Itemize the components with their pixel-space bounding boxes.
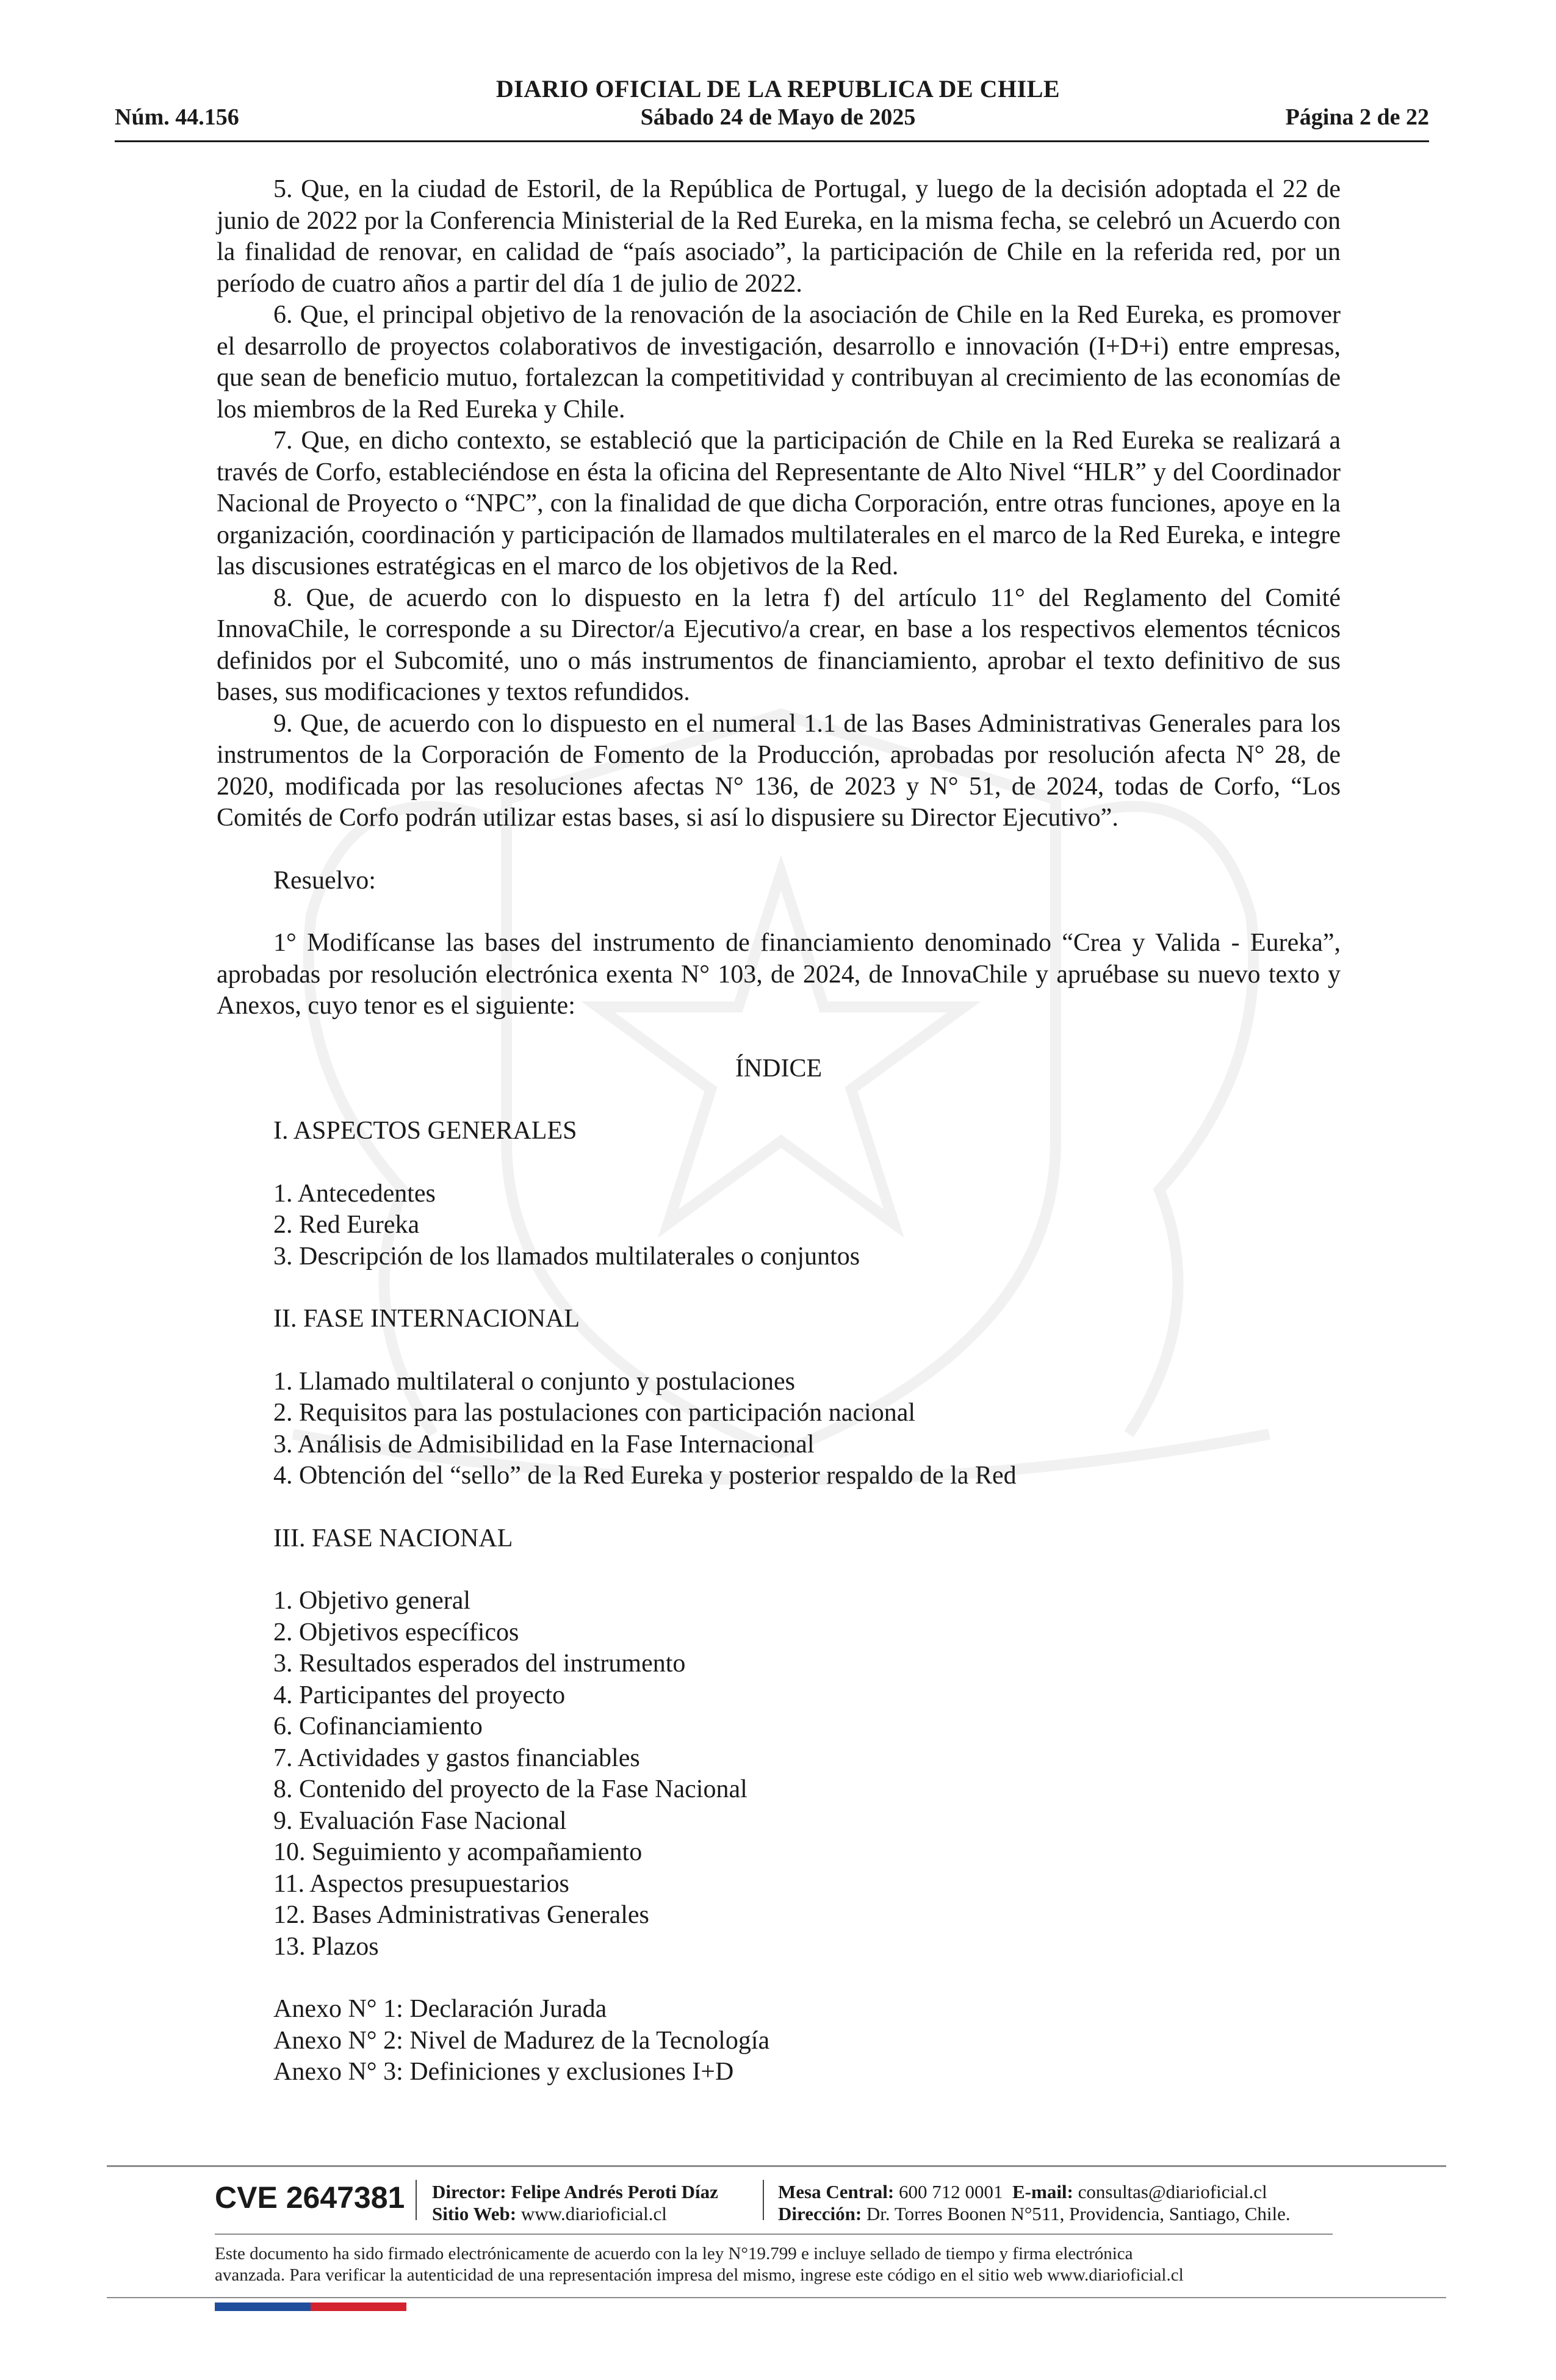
footer-divider-bottom	[107, 2297, 1446, 2298]
legal-line: Este documento ha sido firmado electrónicamente de acuerdo con la ley N°19.799 e incluye sellado de tiempo y firma electrónica	[215, 2244, 1133, 2263]
cve-code: CVE 2647381	[215, 2180, 405, 2215]
annex-item: Anexo N° 3: Definiciones y exclusiones I+D	[273, 2058, 734, 2086]
website-link[interactable]: www.diarioficial.cl	[520, 2203, 667, 2224]
resolution-paragraph: 1° Modifícanse las bases del instrumento de financiamiento denominado “Crea y Valida - Eureka”, aprobadas por resolución electrónica exenta N° 103, de 2024, de InnovaChile y apruébase su nuevo texto y Anexos, cuyo tenor es el siguiente:	[217, 929, 1341, 1020]
website-line	[432, 2203, 718, 2225]
spacer	[217, 896, 1341, 928]
flag-stripe-red	[311, 2302, 406, 2311]
document-body	[217, 174, 1341, 2088]
email-link[interactable]: consultas@diarioficial.cl	[1078, 2181, 1267, 2202]
index-title: ÍNDICE	[735, 1054, 823, 1083]
index-item: 3. Análisis de Admisibilidad en la Fase Internacional	[273, 1430, 815, 1459]
spacer	[217, 1272, 1341, 1304]
footer-separator	[416, 2180, 417, 2220]
electronic-signature-notice	[215, 2243, 1350, 2286]
index-item: 1. Llamado multilateral o conjunto y postulaciones	[273, 1367, 795, 1396]
address-label: Dirección:	[778, 2203, 862, 2224]
flag-stripe-blue	[215, 2302, 311, 2311]
index-section-heading: I. ASPECTOS GENERALES	[273, 1117, 577, 1145]
footer-separator	[763, 2180, 764, 2220]
spacer	[217, 1022, 1341, 1053]
index-item: 10. Seguimiento y acompañamiento	[273, 1838, 643, 1866]
resuelvo-label: Resuelvo:	[273, 866, 376, 895]
email-label: E-mail:	[1012, 2181, 1073, 2202]
header-divider	[115, 140, 1429, 142]
spacer	[217, 1147, 1341, 1178]
annex-item: Anexo N° 1: Declaración Jurada	[273, 1995, 607, 2023]
considerando-paragraph: 5. Que, en la ciudad de Estoril, de la República de Portugal, y luego de la decisión adoptada el 22 de junio de 2022 por la Conferencia Ministerial de la Red Eureka, en la misma fecha, se celebró un Acuerdo con la finalidad de renovar, en calidad de “país asociado”, la participación de Chile en la referida red, por un período de cuatro años a partir del día 1 de julio de 2022.	[217, 175, 1341, 298]
footer-divider-middle	[215, 2234, 1333, 2235]
considerando-paragraph: 6. Que, el principal objetivo de la renovación de la asociación de Chile en la Red Eureka, es promover el desarrollo de proyectos colaborativos de investigación, desarrollo e innovación (I+D+i) entre empresas, que sean de beneficio mutuo, fortalezcan la competitividad y contribuyan al crecimiento de las economías de los miembros de la Red Eureka y Chile.	[217, 301, 1341, 424]
legal-line: avanzada. Para verificar la autenticidad de una representación impresa del mismo, ingrese este código en el sitio web www.diarioficial.cl	[215, 2265, 1184, 2285]
page-number: Página 2 de 22	[1285, 104, 1429, 130]
index-item: 3. Resultados esperados del instrumento	[273, 1650, 686, 1678]
director-label: Director:	[432, 2181, 506, 2202]
address-line	[778, 2203, 1291, 2225]
spacer	[217, 1492, 1341, 1523]
index-item: 12. Bases Administrativas Generales	[273, 1901, 649, 1929]
footer-divider-top	[107, 2165, 1446, 2167]
newspaper-title: DIARIO OFICIAL DE LA REPUBLICA DE CHILE	[495, 75, 1061, 103]
index-item: 13. Plazos	[273, 1932, 379, 1961]
index-item: 2. Requisitos para las postulaciones con participación nacional	[273, 1399, 916, 1427]
index-item: 3. Descripción de los llamados multilaterales o conjuntos	[273, 1242, 860, 1271]
issue-date: Sábado 24 de Mayo de 2025	[640, 104, 916, 130]
contact-line	[778, 2181, 1291, 2203]
index-item: 1. Antecedentes	[273, 1179, 436, 1208]
address-value: Dr. Torres Boonen N°511, Providencia, Santiago, Chile.	[866, 2203, 1291, 2224]
index-item: 2. Objetivos específicos	[273, 1618, 519, 1646]
issue-number: Núm. 44.156	[115, 104, 239, 130]
mesa-value: 600 712 0001	[899, 2181, 1003, 2202]
annex-item: Anexo N° 2: Nivel de Madurez de la Tecnología	[273, 2026, 770, 2055]
spacer	[217, 1963, 1341, 1994]
index-item: 6. Cofinanciamiento	[273, 1712, 483, 1740]
director-value: Felipe Andrés Peroti Díaz	[511, 2181, 718, 2202]
index-section-heading: III. FASE NACIONAL	[273, 1524, 513, 1552]
index-item: 4. Obtención del “sello” de la Red Eureka y posterior respaldo de la Red	[273, 1462, 1017, 1490]
director-line	[432, 2181, 718, 2203]
index-item: 2. Red Eureka	[273, 1211, 420, 1239]
footer-director-block	[432, 2181, 718, 2225]
spacer	[217, 834, 1341, 865]
index-item: 8. Contenido del proyecto de la Fase Nacional	[273, 1775, 747, 1803]
mesa-label: Mesa Central:	[778, 2181, 895, 2202]
spacer	[217, 1084, 1341, 1116]
considerando-paragraph: 8. Que, de acuerdo con lo dispuesto en la letra f) del artículo 11° del Reglamento del Comité InnovaChile, le corresponde a su Director/a Ejecutivo/a crear, en base a los respectivos elementos técnicos definidos por el Subcomité, uno o más instrumentos de financiamiento, aprobar el texto definitivo de sus bases, sus modificaciones y textos refundidos.	[217, 583, 1341, 706]
footer-contact-block	[778, 2181, 1291, 2225]
index-section-heading: II. FASE INTERNACIONAL	[273, 1305, 580, 1333]
considerando-paragraph: 7. Que, en dicho contexto, se estableció que la participación de Chile en la Red Eureka se realizará a través de Corfo, estableciéndose en ésta la oficina del Representante de Alto Nivel “HLR” y del Coordinador Nacional de Proyecto o “NPC”, con la finalidad de que dicha Corporación, entre otras funciones, apoye en la organización, coordinación y participación de llamados multilaterales en el marco de la Red Eureka, e integre las discusiones estratégicas en el marco de los objetivos de la Red.	[217, 427, 1341, 580]
spacer	[217, 1335, 1341, 1366]
index-item: 1. Objetivo general	[273, 1587, 471, 1615]
considerando-paragraph: 9. Que, de acuerdo con lo dispuesto en el numeral 1.1 de las Bases Administrativas Generales para los instrumentos de la Corporación de Fomento de la Producción, aprobadas por resolución afecta N° 28, de 2020, modificada por las resoluciones afectas N° 136, de 2023 y N° 51, de 2024, todas de Corfo, “Los Comités de Corfo podrán utilizar estas bases, si así lo dispusiere su Director Ejecutivo”.	[217, 709, 1341, 832]
website-label: Sitio Web:	[432, 2203, 517, 2224]
index-item: 11. Aspectos presupuestarios	[273, 1869, 569, 1898]
index-item: 4. Participantes del proyecto	[273, 1681, 566, 1709]
index-item: 7. Actividades y gastos financiables	[273, 1744, 640, 1772]
spacer	[217, 1554, 1341, 1585]
index-item: 9. Evaluación Fase Nacional	[273, 1806, 567, 1835]
